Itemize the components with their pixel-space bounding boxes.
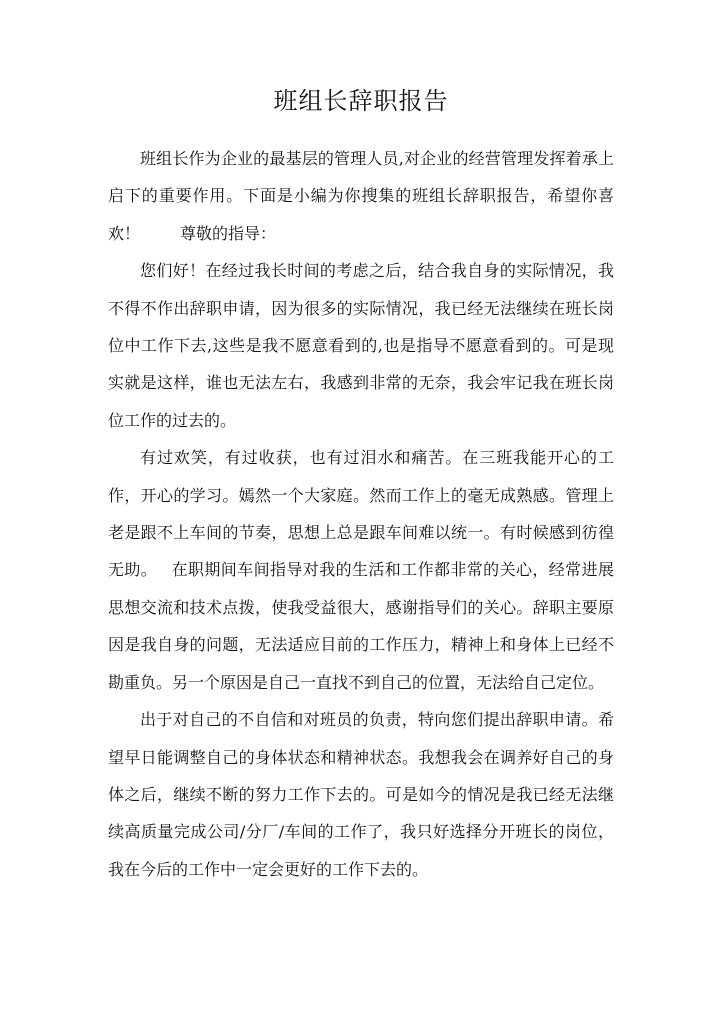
salutation: 尊敬的指导：: [180, 223, 277, 243]
paragraph-3-part-a: 有过欢笑，有过收获，也有过泪水和痛苦。在三班我能开心的工作，开心的学习。嫣然一个大家庭。然而工作上的毫无成熟感。管理上老是跟不上车间的节奏，思想上总是跟车间难以统一。有时候感到彷徨无助。: [108, 448, 614, 580]
paragraph-2: 您们好！在经过我长时间的考虑之后，结合我自身的实际情况，我不得不作出辞职申请，因为很多的实际情况，我已经无法继续在班长岗位中工作下去,这些是我不愿意看到的,也是指导不愿意看到的。可是现实就是这样，谁也无法左右，我感到非常的无奈，我会牢记我在班长岗位工作的过去的。: [108, 261, 614, 430]
intro-text: 班组长作为企业的最基层的管理人员,对企业的经营管理发挥着承上启下的重要作用。下面是小编为你搜集的班组长辞职报告，希望你喜欢！: [108, 149, 614, 243]
paragraph-4: 出于对自己的不自信和对班员的负责，特向您们提出辞职申请。希望早日能调整自己的身体状态和精神状态。我想我会在调养好自己的身体之后，继续不断的努力工作下去的。可是如今的情况是我已经无法继续高质量完成公司/分厂/车间的工作了，我只好选择分开班长的岗位，我在今后的工作中一定会更好的工作下去的。: [108, 710, 614, 879]
document-title: 班组长辞职报告: [273, 87, 449, 115]
paragraph-3: [108, 439, 614, 701]
intro-paragraph: [108, 140, 614, 252]
paragraph-3-part-b: 在职期间车间指导对我的生活和工作都非常的关心，经常进展思想交流和技术点拨，使我受益很大，感谢指导们的关心。辞职主要原因是我自身的问题，无法适应目前的工作压力，精神上和身体上已经不勘重负。另一个原因是自己一直找不到自己的位置，无法给自己定位。: [108, 560, 614, 692]
